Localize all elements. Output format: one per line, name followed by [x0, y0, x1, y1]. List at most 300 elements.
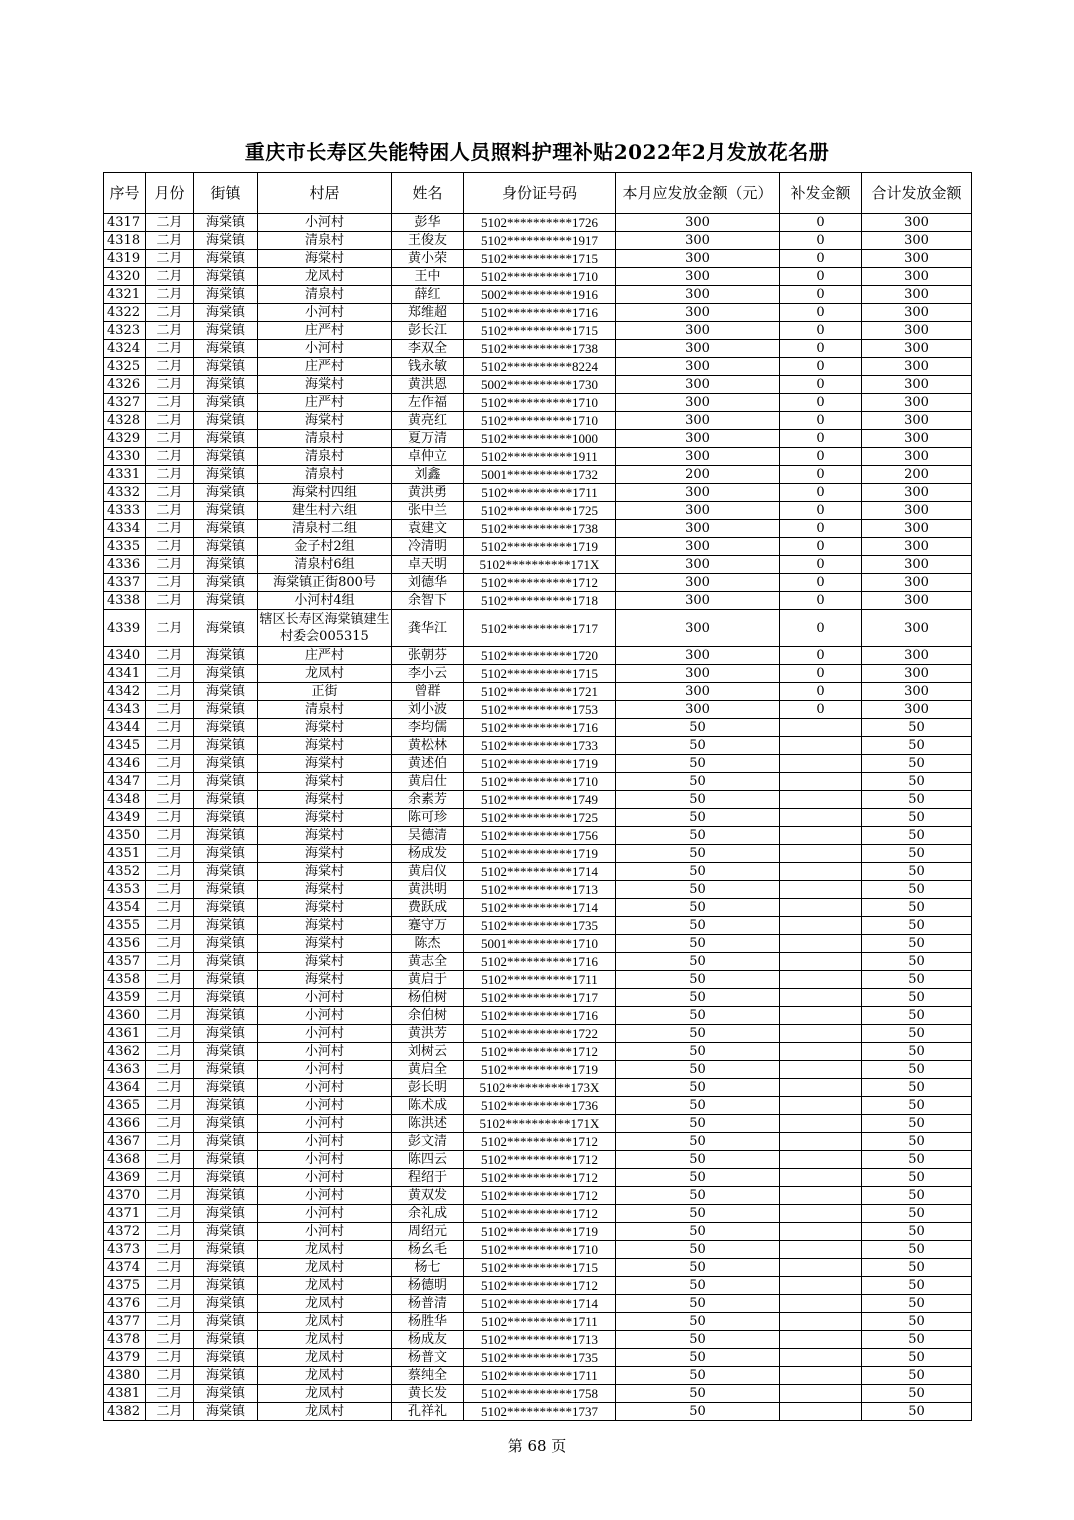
cell-total-amount: 50	[862, 881, 972, 899]
cell-seq: 4367	[104, 1133, 146, 1151]
cell-total-amount: 50	[862, 1223, 972, 1241]
cell-id: 5102**********1719	[464, 845, 616, 863]
cell-total-amount: 300	[862, 574, 972, 592]
cell-seq: 4355	[104, 917, 146, 935]
cell-monthly-amount: 50	[616, 1007, 780, 1025]
table-row	[104, 1169, 972, 1187]
cell-village: 海棠村	[258, 719, 392, 737]
cell-town: 海棠镇	[194, 358, 258, 376]
cell-town: 海棠镇	[194, 1151, 258, 1169]
cell-village: 海棠村	[258, 791, 392, 809]
cell-month: 二月	[146, 1043, 194, 1061]
cell-name: 左作福	[392, 394, 464, 412]
cell-id: 5002**********1916	[464, 286, 616, 304]
cell-village: 小河村	[258, 1151, 392, 1169]
cell-back-pay	[780, 755, 862, 773]
cell-town: 海棠镇	[194, 574, 258, 592]
cell-village: 海棠村	[258, 737, 392, 755]
cell-seq: 4353	[104, 881, 146, 899]
cell-id: 5102**********1716	[464, 304, 616, 322]
cell-name: 杨七	[392, 1259, 464, 1277]
cell-monthly-amount: 50	[616, 917, 780, 935]
table-row	[104, 484, 972, 502]
cell-monthly-amount: 50	[616, 1313, 780, 1331]
cell-village: 小河村	[258, 1097, 392, 1115]
cell-name: 夏万清	[392, 430, 464, 448]
cell-seq: 4345	[104, 737, 146, 755]
cell-town: 海棠镇	[194, 791, 258, 809]
cell-id: 5102**********1711	[464, 1313, 616, 1331]
cell-id: 5102**********1716	[464, 719, 616, 737]
cell-month: 二月	[146, 701, 194, 719]
cell-village: 海棠村	[258, 953, 392, 971]
cell-back-pay	[780, 1313, 862, 1331]
cell-month: 二月	[146, 827, 194, 845]
cell-back-pay	[780, 1169, 862, 1187]
cell-monthly-amount: 300	[616, 683, 780, 701]
cell-seq: 4376	[104, 1295, 146, 1313]
table-row	[104, 1259, 972, 1277]
cell-back-pay: 0	[780, 358, 862, 376]
cell-back-pay: 0	[780, 304, 862, 322]
cell-village: 海棠村	[258, 845, 392, 863]
cell-village: 海棠村	[258, 773, 392, 791]
cell-village: 海棠村	[258, 376, 392, 394]
cell-month: 二月	[146, 773, 194, 791]
cell-month: 二月	[146, 1169, 194, 1187]
cell-name: 刘德华	[392, 574, 464, 592]
cell-id: 5102**********1911	[464, 448, 616, 466]
cell-monthly-amount: 50	[616, 1187, 780, 1205]
cell-name: 杨成发	[392, 845, 464, 863]
cell-total-amount: 50	[862, 1079, 972, 1097]
cell-name: 黄洪恩	[392, 376, 464, 394]
header-month: 月份	[146, 173, 194, 214]
cell-id: 5102**********1719	[464, 1061, 616, 1079]
cell-town: 海棠镇	[194, 809, 258, 827]
cell-back-pay: 0	[780, 484, 862, 502]
cell-monthly-amount: 50	[616, 1277, 780, 1295]
cell-back-pay: 0	[780, 665, 862, 683]
cell-village: 小河村	[258, 1025, 392, 1043]
table-row	[104, 1079, 972, 1097]
cell-town: 海棠镇	[194, 1007, 258, 1025]
cell-total-amount: 300	[862, 502, 972, 520]
cell-id: 5102**********1712	[464, 1043, 616, 1061]
cell-village: 小河村	[258, 214, 392, 232]
cell-back-pay	[780, 863, 862, 881]
cell-id: 5102**********1710	[464, 412, 616, 430]
cell-back-pay: 0	[780, 448, 862, 466]
table-row	[104, 1151, 972, 1169]
cell-village: 小河村	[258, 1205, 392, 1223]
cell-seq: 4335	[104, 538, 146, 556]
table-row	[104, 412, 972, 430]
cell-monthly-amount: 50	[616, 1367, 780, 1385]
cell-monthly-amount: 300	[616, 520, 780, 538]
cell-total-amount: 300	[862, 322, 972, 340]
cell-total-amount: 50	[862, 1277, 972, 1295]
table-row	[104, 773, 972, 791]
cell-village: 海棠村	[258, 412, 392, 430]
cell-seq: 4339	[104, 610, 146, 647]
cell-monthly-amount: 50	[616, 1403, 780, 1421]
cell-name: 黄洪勇	[392, 484, 464, 502]
cell-total-amount: 50	[862, 791, 972, 809]
cell-id: 5102**********8224	[464, 358, 616, 376]
cell-month: 二月	[146, 737, 194, 755]
cell-town: 海棠镇	[194, 520, 258, 538]
cell-village: 海棠村	[258, 827, 392, 845]
cell-seq: 4318	[104, 232, 146, 250]
cell-id: 5102**********1712	[464, 1169, 616, 1187]
cell-month: 二月	[146, 1133, 194, 1151]
cell-seq: 4357	[104, 953, 146, 971]
cell-name: 黄启于	[392, 971, 464, 989]
cell-total-amount: 50	[862, 1169, 972, 1187]
cell-back-pay	[780, 791, 862, 809]
cell-seq: 4382	[104, 1403, 146, 1421]
cell-town: 海棠镇	[194, 755, 258, 773]
cell-id: 5102**********1726	[464, 214, 616, 232]
cell-back-pay	[780, 899, 862, 917]
cell-name: 郑维超	[392, 304, 464, 322]
cell-month: 二月	[146, 1223, 194, 1241]
cell-monthly-amount: 300	[616, 322, 780, 340]
cell-month: 二月	[146, 574, 194, 592]
cell-monthly-amount: 200	[616, 466, 780, 484]
cell-id: 5102**********1717	[464, 989, 616, 1007]
table-row	[104, 250, 972, 268]
cell-monthly-amount: 50	[616, 1133, 780, 1151]
cell-town: 海棠镇	[194, 1295, 258, 1313]
table-row	[104, 1385, 972, 1403]
cell-seq: 4340	[104, 647, 146, 665]
cell-id: 5102**********171X	[464, 1115, 616, 1133]
table-row	[104, 719, 972, 737]
cell-id: 5102**********1712	[464, 1133, 616, 1151]
table-row	[104, 863, 972, 881]
cell-village: 龙凤村	[258, 1295, 392, 1313]
cell-seq: 4374	[104, 1259, 146, 1277]
cell-town: 海棠镇	[194, 556, 258, 574]
cell-total-amount: 50	[862, 719, 972, 737]
cell-village: 小河村	[258, 1223, 392, 1241]
cell-name: 吴德清	[392, 827, 464, 845]
cell-monthly-amount: 300	[616, 232, 780, 250]
cell-seq: 4334	[104, 520, 146, 538]
cell-monthly-amount: 50	[616, 953, 780, 971]
cell-back-pay: 0	[780, 412, 862, 430]
cell-id: 5102**********1735	[464, 917, 616, 935]
cell-village: 小河村	[258, 340, 392, 358]
cell-monthly-amount: 50	[616, 1331, 780, 1349]
cell-id: 5102**********1719	[464, 755, 616, 773]
cell-id: 5102**********1710	[464, 268, 616, 286]
cell-month: 二月	[146, 1061, 194, 1079]
table-row	[104, 466, 972, 484]
cell-village: 清泉村二组	[258, 520, 392, 538]
cell-seq: 4371	[104, 1205, 146, 1223]
cell-total-amount: 300	[862, 538, 972, 556]
table-row	[104, 1313, 972, 1331]
cell-monthly-amount: 300	[616, 340, 780, 358]
cell-back-pay	[780, 1205, 862, 1223]
cell-monthly-amount: 50	[616, 1115, 780, 1133]
cell-total-amount: 50	[862, 1259, 972, 1277]
cell-town: 海棠镇	[194, 737, 258, 755]
cell-back-pay	[780, 953, 862, 971]
cell-seq: 4378	[104, 1331, 146, 1349]
cell-back-pay	[780, 1385, 862, 1403]
cell-back-pay	[780, 1295, 862, 1313]
cell-month: 二月	[146, 358, 194, 376]
cell-seq: 4373	[104, 1241, 146, 1259]
table-row	[104, 268, 972, 286]
cell-village: 小河村	[258, 1115, 392, 1133]
cell-total-amount: 50	[862, 1367, 972, 1385]
cell-id: 5102**********1725	[464, 809, 616, 827]
cell-village: 小河村	[258, 1007, 392, 1025]
table-row	[104, 827, 972, 845]
cell-total-amount: 50	[862, 1043, 972, 1061]
cell-back-pay	[780, 917, 862, 935]
cell-back-pay	[780, 1007, 862, 1025]
cell-seq: 4333	[104, 502, 146, 520]
table-row	[104, 647, 972, 665]
table-row	[104, 448, 972, 466]
cell-month: 二月	[146, 268, 194, 286]
cell-town: 海棠镇	[194, 376, 258, 394]
cell-monthly-amount: 300	[616, 574, 780, 592]
cell-village: 庄严村	[258, 394, 392, 412]
cell-month: 二月	[146, 719, 194, 737]
table-row	[104, 1331, 972, 1349]
cell-seq: 4325	[104, 358, 146, 376]
cell-total-amount: 50	[862, 1349, 972, 1367]
cell-monthly-amount: 50	[616, 827, 780, 845]
cell-village: 龙凤村	[258, 1331, 392, 1349]
cell-name: 黄长发	[392, 1385, 464, 1403]
cell-monthly-amount: 50	[616, 1169, 780, 1187]
cell-village: 庄严村	[258, 322, 392, 340]
cell-name: 费跃成	[392, 899, 464, 917]
cell-town: 海棠镇	[194, 1043, 258, 1061]
cell-name: 杨幺毛	[392, 1241, 464, 1259]
cell-monthly-amount: 50	[616, 1079, 780, 1097]
cell-name: 杨胜华	[392, 1313, 464, 1331]
cell-village: 小河村	[258, 1133, 392, 1151]
cell-back-pay: 0	[780, 286, 862, 304]
cell-month: 二月	[146, 1079, 194, 1097]
table-row	[104, 953, 972, 971]
cell-village: 海棠村	[258, 809, 392, 827]
cell-name: 周绍元	[392, 1223, 464, 1241]
cell-monthly-amount: 50	[616, 1385, 780, 1403]
cell-name: 陈洪述	[392, 1115, 464, 1133]
cell-village: 海棠村	[258, 863, 392, 881]
cell-seq: 4352	[104, 863, 146, 881]
cell-town: 海棠镇	[194, 448, 258, 466]
cell-town: 海棠镇	[194, 1115, 258, 1133]
cell-id: 5102**********1712	[464, 1151, 616, 1169]
roster-table	[103, 172, 972, 1421]
table-row	[104, 1349, 972, 1367]
cell-village: 清泉村	[258, 701, 392, 719]
cell-town: 海棠镇	[194, 935, 258, 953]
cell-town: 海棠镇	[194, 719, 258, 737]
cell-back-pay	[780, 989, 862, 1007]
cell-id: 5102**********1738	[464, 340, 616, 358]
cell-total-amount: 50	[862, 953, 972, 971]
cell-id: 5102**********1738	[464, 520, 616, 538]
cell-month: 二月	[146, 1205, 194, 1223]
cell-month: 二月	[146, 304, 194, 322]
cell-name: 杨德明	[392, 1277, 464, 1295]
cell-total-amount: 300	[862, 430, 972, 448]
cell-month: 二月	[146, 1349, 194, 1367]
cell-name: 李双全	[392, 340, 464, 358]
page-number: 第 68 页	[507, 1437, 567, 1455]
cell-name: 袁建文	[392, 520, 464, 538]
cell-seq: 4356	[104, 935, 146, 953]
cell-month: 二月	[146, 538, 194, 556]
table-row	[104, 1043, 972, 1061]
cell-month: 二月	[146, 1259, 194, 1277]
cell-village: 海棠村	[258, 250, 392, 268]
cell-village: 海棠村	[258, 917, 392, 935]
cell-town: 海棠镇	[194, 538, 258, 556]
cell-name: 余智下	[392, 592, 464, 610]
cell-monthly-amount: 300	[616, 484, 780, 502]
cell-monthly-amount: 50	[616, 719, 780, 737]
cell-total-amount: 50	[862, 809, 972, 827]
table-row	[104, 917, 972, 935]
cell-town: 海棠镇	[194, 250, 258, 268]
cell-month: 二月	[146, 412, 194, 430]
cell-id: 5102**********1713	[464, 1331, 616, 1349]
cell-id: 5102**********1736	[464, 1097, 616, 1115]
cell-town: 海棠镇	[194, 502, 258, 520]
table-row	[104, 665, 972, 683]
cell-seq: 4329	[104, 430, 146, 448]
cell-name: 彭文清	[392, 1133, 464, 1151]
cell-month: 二月	[146, 250, 194, 268]
cell-monthly-amount: 300	[616, 647, 780, 665]
cell-monthly-amount: 300	[616, 701, 780, 719]
cell-seq: 4347	[104, 773, 146, 791]
page-title: 重庆市长寿区失能特困人员照料护理补贴2022年2月发放花名册	[244, 140, 830, 164]
table-row	[104, 610, 972, 647]
cell-name: 黄洪芳	[392, 1025, 464, 1043]
table-row	[104, 286, 972, 304]
cell-village: 海棠村	[258, 755, 392, 773]
cell-month: 二月	[146, 755, 194, 773]
cell-name: 黄述伯	[392, 755, 464, 773]
cell-town: 海棠镇	[194, 214, 258, 232]
cell-seq: 4327	[104, 394, 146, 412]
cell-village: 小河村	[258, 1079, 392, 1097]
cell-month: 二月	[146, 881, 194, 899]
cell-back-pay	[780, 1349, 862, 1367]
cell-back-pay	[780, 1079, 862, 1097]
header-seq: 序号	[104, 173, 146, 214]
cell-back-pay: 0	[780, 502, 862, 520]
cell-village: 小河村4组	[258, 592, 392, 610]
cell-monthly-amount: 300	[616, 610, 780, 647]
cell-total-amount: 300	[862, 358, 972, 376]
cell-seq: 4358	[104, 971, 146, 989]
table-row	[104, 232, 972, 250]
cell-seq: 4350	[104, 827, 146, 845]
cell-total-amount: 50	[862, 935, 972, 953]
cell-seq: 4343	[104, 701, 146, 719]
cell-town: 海棠镇	[194, 592, 258, 610]
cell-town: 海棠镇	[194, 827, 258, 845]
cell-total-amount: 50	[862, 1007, 972, 1025]
cell-name: 黄洪明	[392, 881, 464, 899]
cell-town: 海棠镇	[194, 1349, 258, 1367]
cell-total-amount: 50	[862, 773, 972, 791]
table-row	[104, 1007, 972, 1025]
cell-back-pay: 0	[780, 394, 862, 412]
cell-monthly-amount: 300	[616, 286, 780, 304]
cell-village: 建生村六组	[258, 502, 392, 520]
cell-village: 龙凤村	[258, 1349, 392, 1367]
cell-town: 海棠镇	[194, 1241, 258, 1259]
cell-seq: 4380	[104, 1367, 146, 1385]
cell-monthly-amount: 300	[616, 304, 780, 322]
cell-total-amount: 300	[862, 376, 972, 394]
cell-back-pay	[780, 1403, 862, 1421]
cell-seq: 4317	[104, 214, 146, 232]
cell-name: 黄双发	[392, 1187, 464, 1205]
cell-back-pay	[780, 1043, 862, 1061]
cell-town: 海棠镇	[194, 647, 258, 665]
cell-month: 二月	[146, 665, 194, 683]
cell-name: 彭华	[392, 214, 464, 232]
cell-monthly-amount: 300	[616, 538, 780, 556]
cell-month: 二月	[146, 809, 194, 827]
cell-month: 二月	[146, 520, 194, 538]
cell-seq: 4337	[104, 574, 146, 592]
cell-total-amount: 300	[862, 448, 972, 466]
table-row	[104, 989, 972, 1007]
cell-name: 孔祥礼	[392, 1403, 464, 1421]
cell-month: 二月	[146, 953, 194, 971]
table-row	[104, 971, 972, 989]
cell-month: 二月	[146, 845, 194, 863]
cell-village: 龙凤村	[258, 1385, 392, 1403]
cell-back-pay: 0	[780, 250, 862, 268]
cell-seq: 4323	[104, 322, 146, 340]
cell-town: 海棠镇	[194, 899, 258, 917]
cell-back-pay	[780, 1331, 862, 1349]
table-row	[104, 1223, 972, 1241]
cell-back-pay	[780, 1115, 862, 1133]
cell-monthly-amount: 50	[616, 1259, 780, 1277]
cell-name: 张中兰	[392, 502, 464, 520]
cell-id: 5102**********1713	[464, 881, 616, 899]
cell-name: 陈杰	[392, 935, 464, 953]
table-row	[104, 376, 972, 394]
cell-monthly-amount: 50	[616, 935, 780, 953]
cell-month: 二月	[146, 1331, 194, 1349]
cell-town: 海棠镇	[194, 1403, 258, 1421]
cell-seq: 4362	[104, 1043, 146, 1061]
cell-seq: 4368	[104, 1151, 146, 1169]
cell-back-pay: 0	[780, 340, 862, 358]
